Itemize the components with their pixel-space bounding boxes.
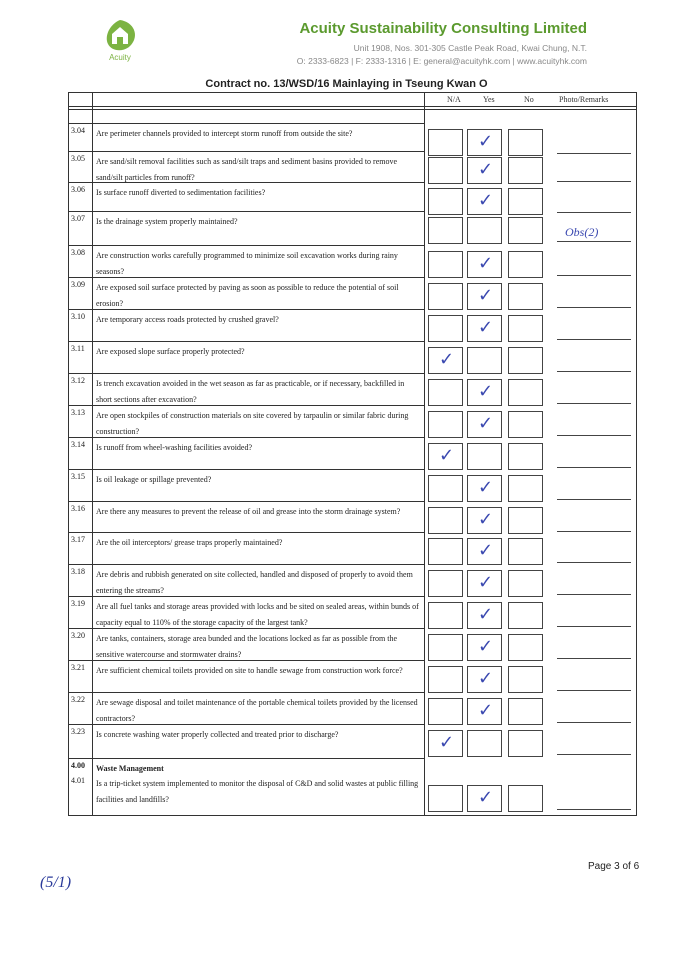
row-divider [69, 724, 424, 725]
checkbox-no[interactable] [508, 666, 543, 693]
item-question: Is concrete washing water properly collected and treated prior to discharge? [96, 730, 339, 739]
remark-line [557, 339, 631, 340]
item-number: 3.12 [71, 376, 85, 385]
checkbox-no[interactable] [508, 634, 543, 661]
tick-mark-icon: ✓ [439, 732, 455, 753]
logo-text: Acuity [109, 53, 131, 62]
remark-line [557, 690, 631, 691]
acuity-logo-icon [90, 14, 150, 72]
table-row [69, 153, 636, 185]
table-row [69, 566, 636, 598]
checkbox-no[interactable] [508, 129, 543, 156]
item-number: 3.10 [71, 312, 85, 321]
checkbox-na[interactable] [428, 666, 463, 693]
table-row [69, 343, 636, 375]
checkbox-no[interactable] [508, 379, 543, 406]
tick-mark-icon: ✓ [478, 668, 494, 689]
company-contact: O: 2333-6823 | F: 2333-1316 | E: general@acuityhk.com | www.acuityhk.com [296, 56, 587, 66]
handwritten-note: (5/1) [40, 874, 72, 891]
item-question: Are sufficient chemical toilets provided on site to handle sewage from construction work force? [96, 666, 403, 675]
checkbox-no[interactable] [508, 443, 543, 470]
checkbox-na[interactable] [428, 157, 463, 184]
row-divider [69, 341, 424, 342]
item-number: 3.23 [71, 727, 85, 736]
table-row [69, 598, 636, 630]
table-row [69, 694, 636, 726]
item-question: Is surface runoff diverted to sedimentation facilities? [96, 188, 266, 197]
checkbox-no[interactable] [508, 602, 543, 629]
checkbox-na[interactable] [428, 379, 463, 406]
checkbox-yes[interactable] [467, 785, 502, 812]
row-divider [69, 405, 424, 406]
checkbox-yes[interactable] [467, 411, 502, 438]
row-divider [69, 758, 424, 759]
tick-mark-icon: ✓ [478, 413, 494, 434]
checkbox-na[interactable] [428, 129, 463, 156]
item-number: 3.18 [71, 567, 85, 576]
remark-line [557, 435, 631, 436]
remark-line [557, 722, 631, 723]
remark-line [557, 307, 631, 308]
col-header-yes: Yes [483, 95, 495, 104]
checkbox-na[interactable] [428, 634, 463, 661]
item-question: Are perimeter channels provided to intercept storm runoff from outside the site? [96, 129, 353, 138]
tick-mark-icon: ✓ [478, 604, 494, 625]
checkbox-yes[interactable] [467, 602, 502, 629]
item-question: Are tanks, containers, storage area bunded and the locations locked as far as possible from the sensitive watercourse and stormwater drains? [96, 634, 398, 659]
tick-mark-icon: ✓ [478, 285, 494, 306]
item-question: Are debris and rubbish generated on site collected, handled and disposed of properly to avoid them entering the streams? [96, 570, 413, 595]
col-header-na: N/A [447, 95, 461, 104]
row-divider [69, 182, 424, 183]
item-question: Are construction works carefully programmed to minimize soil excavation works during rainy seasons? [96, 251, 398, 276]
item-number: 3.21 [71, 663, 85, 672]
table-row [69, 775, 636, 813]
col-header-remarks: Photo/Remarks [559, 95, 609, 104]
checkbox-no[interactable] [508, 251, 543, 278]
checkbox-yes[interactable] [467, 538, 502, 565]
item-question: Is runoff from wheel-washing facilities avoided? [96, 443, 253, 452]
checkbox-yes[interactable] [467, 698, 502, 725]
checkbox-no[interactable] [508, 570, 543, 597]
item-question: Is oil leakage or spillage prevented? [96, 475, 212, 484]
item-number: 3.16 [71, 504, 85, 513]
item-number: 3.06 [71, 185, 85, 194]
checkbox-yes[interactable] [467, 315, 502, 342]
table-row [69, 375, 636, 407]
checkbox-yes[interactable] [467, 507, 502, 534]
table-row [69, 311, 636, 343]
checkbox-na[interactable] [428, 698, 463, 725]
checkbox-na[interactable] [428, 217, 463, 244]
item-question: Are exposed soil surface protected by paving as soon as possible to reduce the potential of soil erosion? [96, 283, 399, 308]
remark-line [557, 626, 631, 627]
checkbox-no[interactable] [508, 283, 543, 310]
remark-line [557, 181, 631, 182]
remark-line [557, 403, 631, 404]
item-question: Are there any measures to prevent the release of oil and grease into the storm drainage system? [96, 507, 401, 516]
checkbox-yes[interactable] [467, 347, 502, 374]
checkbox-no[interactable] [508, 507, 543, 534]
item-number: 3.04 [71, 126, 85, 135]
checkbox-yes[interactable] [467, 730, 502, 757]
item-question: Are the oil interceptors/ grease traps properly maintained? [96, 538, 283, 547]
item-number: 3.20 [71, 631, 85, 640]
checkbox-na[interactable] [428, 251, 463, 278]
checkbox-na[interactable] [428, 538, 463, 565]
checkbox-yes[interactable] [467, 217, 502, 244]
item-number: 3.22 [71, 695, 85, 704]
remark-line [557, 594, 631, 595]
table-row [69, 471, 636, 503]
checkbox-na[interactable] [428, 347, 463, 374]
checkbox-yes[interactable] [467, 570, 502, 597]
row-divider [69, 660, 424, 661]
checkbox-yes[interactable] [467, 666, 502, 693]
checkbox-yes[interactable] [467, 634, 502, 661]
company-name: Acuity Sustainability Consulting Limited [299, 20, 587, 37]
tick-mark-icon: ✓ [478, 700, 494, 721]
checkbox-yes[interactable] [467, 283, 502, 310]
remark-line [557, 531, 631, 532]
row-divider [69, 596, 424, 597]
checkbox-yes[interactable] [467, 157, 502, 184]
row-divider [69, 437, 424, 438]
item-question: Are all fuel tanks and storage areas provided with locks and be sited on sealed areas, within bunds of capacity equal to 110% of the storage capacity of the largest tank? [96, 602, 419, 627]
row-divider [69, 501, 424, 502]
item-number: 3.09 [71, 280, 85, 289]
table-row [69, 503, 636, 535]
table-row [69, 630, 636, 662]
tick-mark-icon: ✓ [478, 787, 494, 808]
item-number: 3.15 [71, 472, 85, 481]
checkbox-na[interactable] [428, 475, 463, 502]
item-number: 3.14 [71, 440, 85, 449]
row-divider [69, 245, 424, 246]
row-divider [69, 692, 424, 693]
item-number: 3.05 [71, 154, 85, 163]
tick-mark-icon: ✓ [478, 253, 494, 274]
checkbox-na[interactable] [428, 411, 463, 438]
remark-line [557, 809, 631, 810]
row-divider [69, 628, 424, 629]
remark-line [557, 275, 631, 276]
table-row [69, 534, 636, 566]
item-question: Are exposed slope surface properly protected? [96, 347, 245, 356]
checkbox-na[interactable] [428, 315, 463, 342]
item-number: 3.17 [71, 535, 85, 544]
checkbox-no[interactable] [508, 538, 543, 565]
row-divider [69, 151, 424, 152]
tick-mark-icon: ✓ [478, 159, 494, 180]
item-question: Is a trip-ticket system implemented to monitor the disposal of C&D and solid wastes at public filling facilities and landfills? [96, 779, 419, 804]
item-number: 3.11 [71, 344, 85, 353]
tick-mark-icon: ✓ [478, 509, 494, 530]
checkbox-yes[interactable] [467, 475, 502, 502]
item-question: Are temporary access roads protected by crushed gravel? [96, 315, 279, 324]
tick-mark-icon: ✓ [478, 381, 494, 402]
table-row [69, 407, 636, 439]
checklist-table [68, 92, 637, 816]
tick-mark-icon: ✓ [478, 317, 494, 338]
item-number: 3.19 [71, 599, 85, 608]
tick-mark-icon: ✓ [439, 349, 455, 370]
table-row [69, 439, 636, 471]
row-divider [69, 123, 424, 124]
checkbox-na[interactable] [428, 602, 463, 629]
item-number: 4.01 [71, 776, 85, 785]
checkbox-na[interactable] [428, 570, 463, 597]
section-title: Waste Management [96, 764, 164, 773]
item-question: Are sand/silt removal facilities such as sand/silt traps and sediment basins provided to remove sand/silt particles from runoff? [96, 157, 398, 182]
checkbox-yes[interactable] [467, 443, 502, 470]
item-question: Are sewage disposal and toilet maintenance of the portable chemical toilets provided by the licensed contractors? [96, 698, 418, 723]
checkbox-na[interactable] [428, 785, 463, 812]
item-number: 3.08 [71, 248, 85, 257]
checkbox-no[interactable] [508, 315, 543, 342]
checkbox-no[interactable] [508, 157, 543, 184]
header-divider [69, 106, 636, 107]
table-row [69, 213, 636, 245]
tick-mark-icon: ✓ [478, 636, 494, 657]
checkbox-no[interactable] [508, 785, 543, 812]
tick-mark-icon: ✓ [478, 190, 494, 211]
checkbox-na[interactable] [428, 730, 463, 757]
checkbox-yes[interactable] [467, 188, 502, 215]
company-address: Unit 1908, Nos. 301-305 Castle Peak Road, Kwai Chung, N.T. [353, 43, 587, 53]
section-number: 4.00 [71, 761, 85, 770]
checkbox-no[interactable] [508, 698, 543, 725]
row-divider [69, 373, 424, 374]
section-heading [69, 760, 636, 774]
item-number: 3.07 [71, 214, 85, 223]
item-question: Is the drainage system properly maintained? [96, 217, 238, 226]
header-divider [69, 109, 636, 110]
contract-title: Contract no. 13/WSD/16 Mainlaying in Tseung Kwan O [205, 78, 488, 90]
row-divider [69, 564, 424, 565]
table-row [69, 247, 636, 279]
letterhead [0, 0, 693, 80]
checkbox-no[interactable] [508, 217, 543, 244]
remark-text: Obs(2) [565, 225, 599, 239]
row-divider [69, 211, 424, 212]
row-divider [69, 469, 424, 470]
remark-line [557, 467, 631, 468]
remark-line [557, 499, 631, 500]
checkbox-no[interactable] [508, 475, 543, 502]
item-number: 3.13 [71, 408, 85, 417]
row-divider [69, 532, 424, 533]
tick-mark-icon: ✓ [478, 572, 494, 593]
page-number: Page 3 of 6 [588, 861, 640, 872]
checkbox-no[interactable] [508, 730, 543, 757]
checkbox-yes[interactable] [467, 379, 502, 406]
checkbox-na[interactable] [428, 283, 463, 310]
checkbox-yes[interactable] [467, 129, 502, 156]
remark-line [557, 562, 631, 563]
item-question: Are open stockpiles of construction materials on site covered by tarpaulin or similar fabric during construction? [96, 411, 409, 436]
row-divider [69, 277, 424, 278]
checkbox-na[interactable] [428, 507, 463, 534]
remark-line [557, 658, 631, 659]
checkbox-na[interactable] [428, 188, 463, 215]
item-question: Is trench excavation avoided in the wet season as far as practicable, or if necessary, backfilled in short sections after excavation? [96, 379, 405, 404]
checkbox-na[interactable] [428, 443, 463, 470]
tick-mark-icon: ✓ [478, 131, 494, 152]
tick-mark-icon: ✓ [478, 477, 494, 498]
checkbox-no[interactable] [508, 347, 543, 374]
remark-line [557, 241, 631, 242]
tick-mark-icon: ✓ [478, 540, 494, 561]
table-row [69, 279, 636, 311]
table-row [69, 726, 636, 758]
table-row [69, 662, 636, 694]
remark-line [557, 371, 631, 372]
checkbox-no[interactable] [508, 188, 543, 215]
col-header-no: No [524, 95, 534, 104]
tick-mark-icon: ✓ [439, 445, 455, 466]
remark-line [557, 754, 631, 755]
row-divider [69, 309, 424, 310]
checkbox-yes[interactable] [467, 251, 502, 278]
checkbox-no[interactable] [508, 411, 543, 438]
